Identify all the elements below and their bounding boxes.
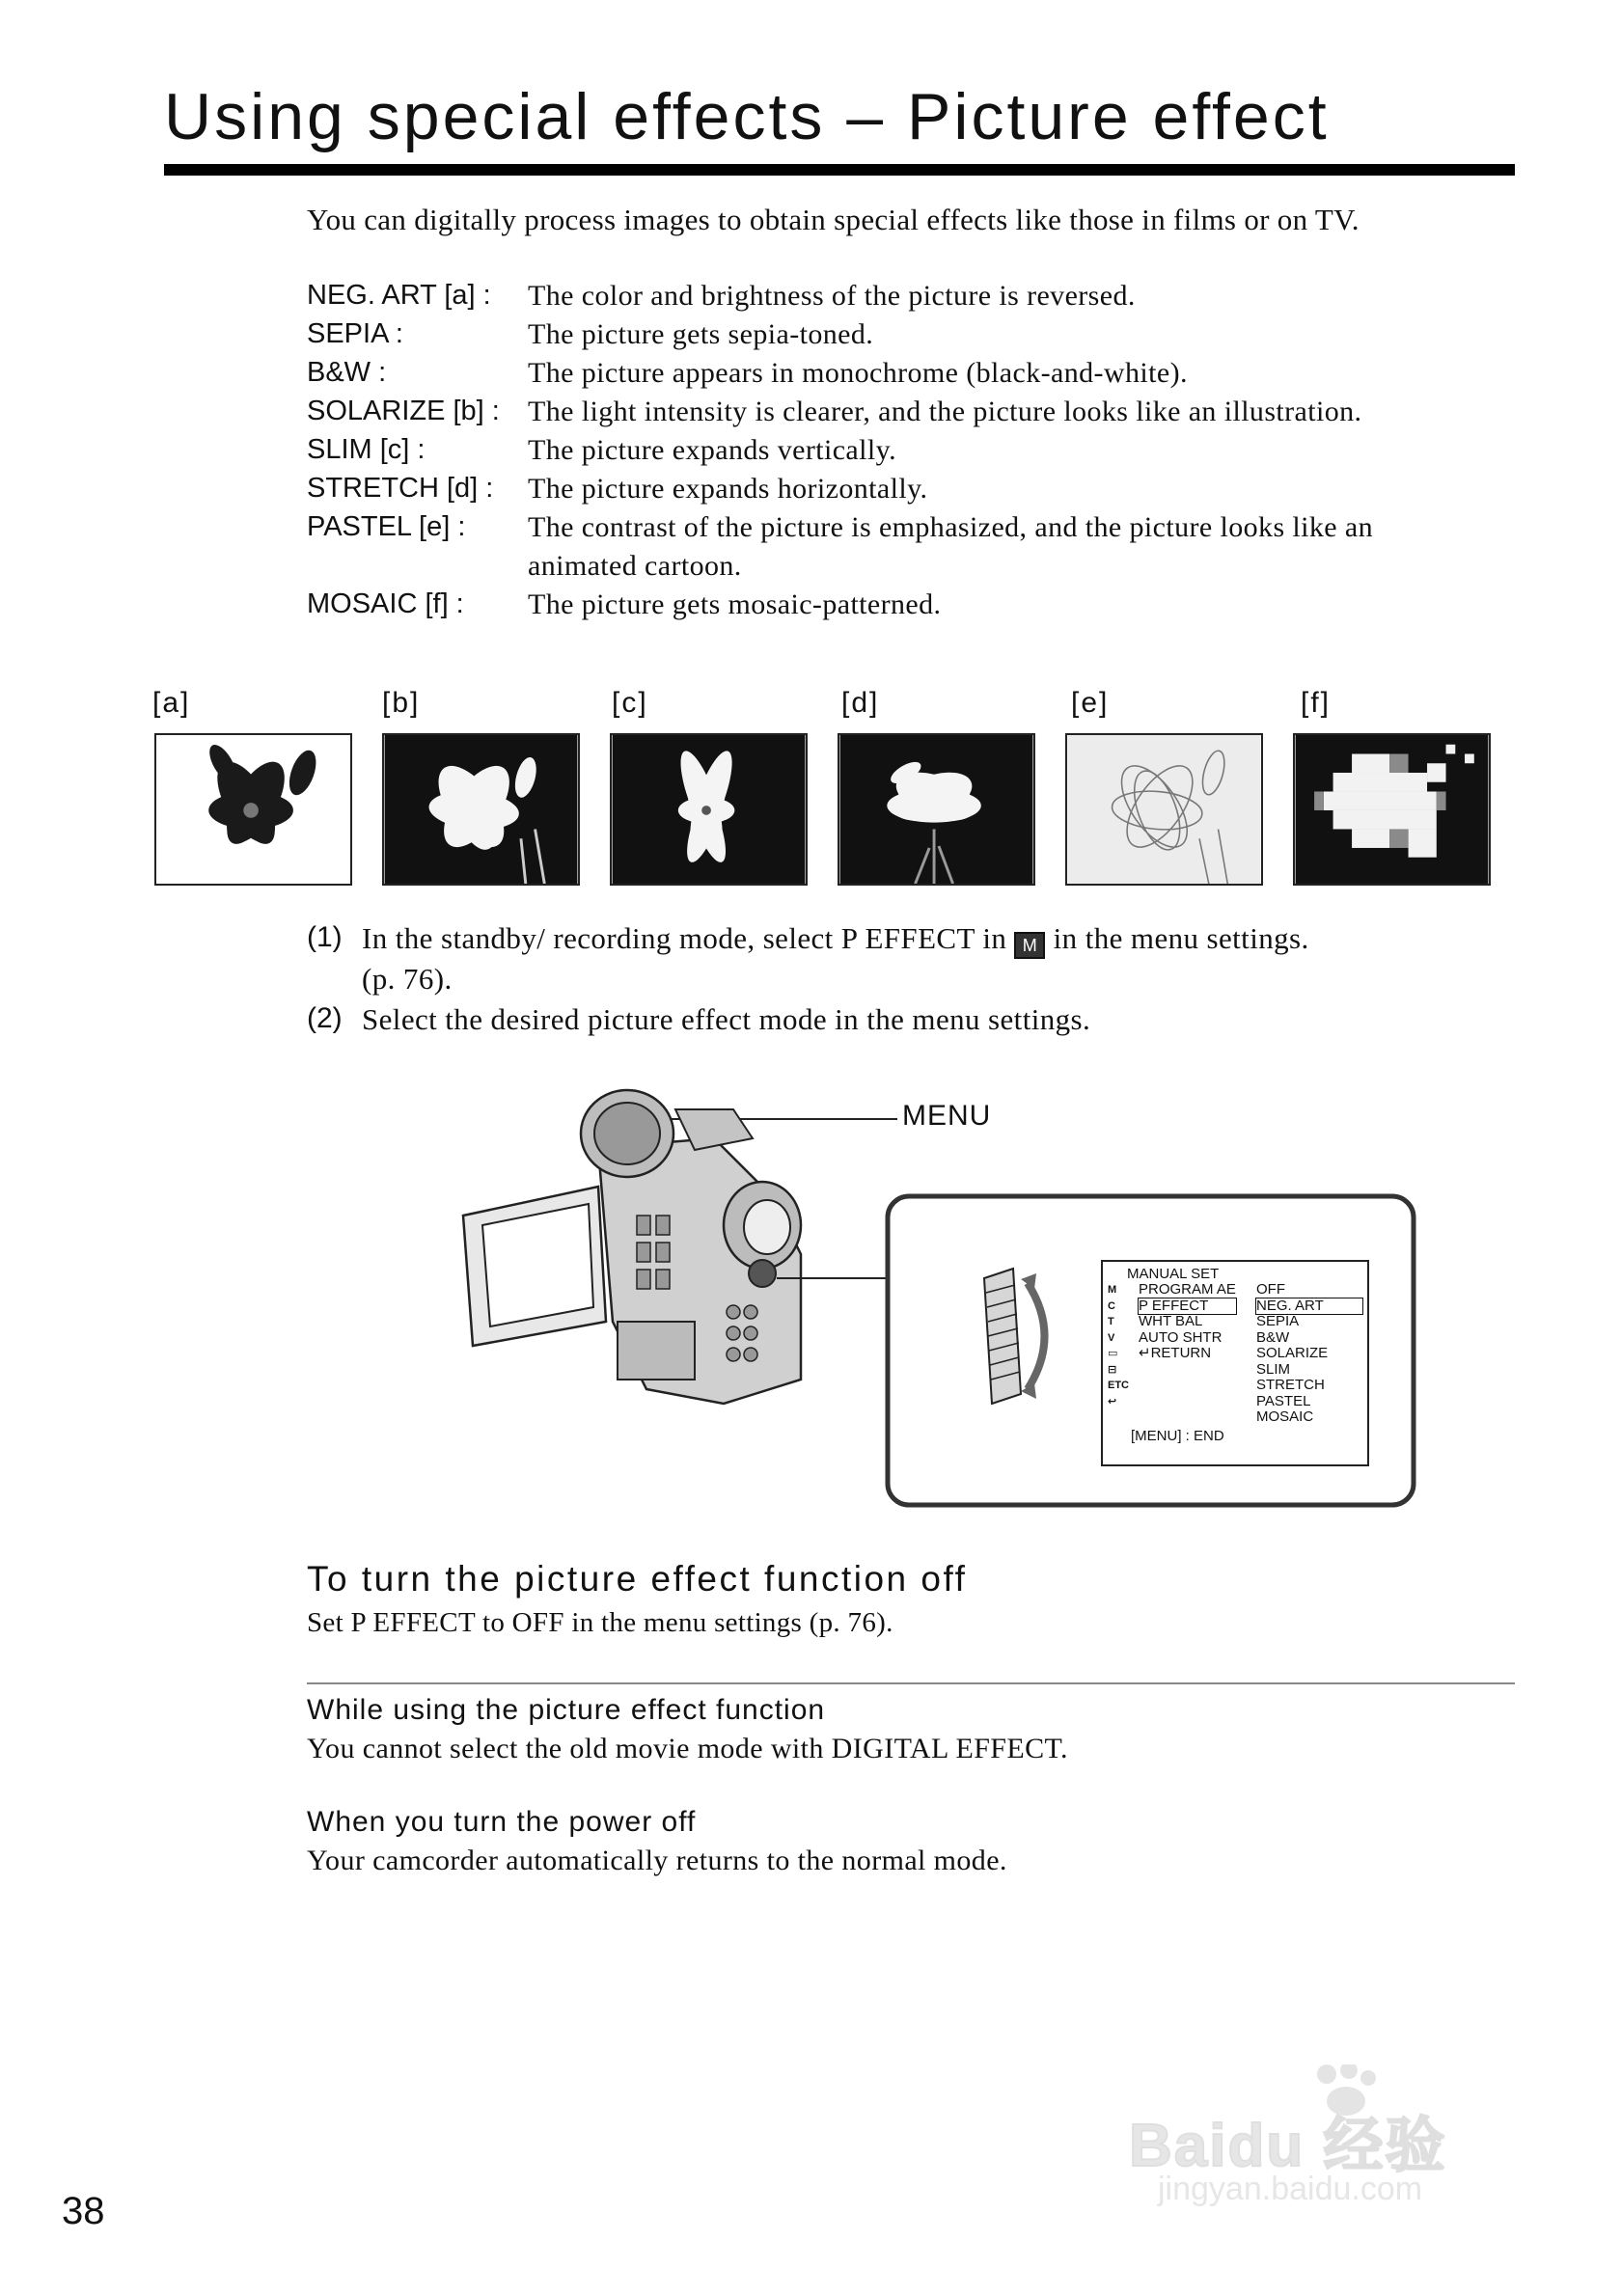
- etc-osd-icon: ETC: [1108, 1380, 1129, 1391]
- effect-desc: The picture expands vertically.: [528, 434, 896, 466]
- effect-desc: The picture gets sepia-toned.: [528, 318, 874, 350]
- osd-item: PROGRAM AE: [1139, 1281, 1236, 1298]
- turn-off-text: Set P EFFECT to OFF in the menu settings (p. 76).: [307, 1607, 893, 1638]
- intro-text: You can digitally process images to obtain special effects like those in films or on TV.: [307, 203, 1360, 236]
- effect-desc: The picture appears in monochrome (black-and-white).: [528, 357, 1188, 389]
- osd-option: B&W: [1256, 1328, 1290, 1346]
- step-text: Select the desired picture effect mode in the menu settings.: [362, 1002, 1091, 1036]
- osd-item-selected: P EFFECT: [1139, 1298, 1236, 1315]
- osd-header: MANUAL SET: [1127, 1266, 1220, 1282]
- thumb-label-f: [f]: [1301, 687, 1332, 719]
- osd-icon-column: [1108, 1282, 1129, 1409]
- neg-art-lily-icon: [154, 733, 352, 886]
- thumb-label-b: [b]: [382, 687, 421, 719]
- page-title: Using special effects – Picture effect: [164, 80, 1330, 153]
- osd-option: PASTEL: [1256, 1392, 1311, 1409]
- manual-set-osd-icon: M: [1108, 1284, 1117, 1296]
- effect-desc-continued: animated cartoon.: [528, 550, 742, 582]
- thumb-label-a: [a]: [152, 687, 191, 719]
- osd-options: [1256, 1282, 1362, 1426]
- thumb-label-e: [e]: [1071, 687, 1110, 719]
- step-text: [362, 921, 1309, 959]
- osd-item: ↵RETURN: [1139, 1345, 1212, 1361]
- osd-option: SOLARIZE: [1256, 1345, 1329, 1361]
- osd-footer: [MENU] : END: [1131, 1428, 1224, 1444]
- effect-term: B&W :: [307, 357, 387, 388]
- watermark-url: jingyan.baidu.com: [1158, 2171, 1423, 2207]
- thumb-label-d: [d]: [841, 687, 880, 719]
- effect-desc: The color and brightness of the picture is reversed.: [528, 280, 1136, 312]
- mosaic-lily-icon: [1293, 733, 1491, 886]
- pastel-lily-icon: [1065, 733, 1263, 886]
- section-divider: [307, 1682, 1515, 1684]
- osd-option: OFF: [1256, 1281, 1285, 1298]
- tape-set-osd-icon: T: [1108, 1316, 1114, 1327]
- manual-set-icon: M: [1014, 932, 1045, 959]
- step-number: (2): [307, 1002, 343, 1034]
- effect-term: NEG. ART [a] :: [307, 280, 491, 311]
- step-text-after: in the menu settings.: [1053, 921, 1309, 955]
- effect-term: STRETCH [d] :: [307, 473, 494, 504]
- turn-off-heading: To turn the picture effect function off: [307, 1559, 968, 1599]
- note-text: Your camcorder automatically returns to the normal mode.: [307, 1845, 1007, 1876]
- osd-option: MOSAIC: [1256, 1408, 1314, 1425]
- title-rule: [164, 164, 1515, 176]
- osd-option: STRETCH: [1256, 1377, 1325, 1393]
- effect-term: SOLARIZE [b] :: [307, 396, 500, 426]
- effect-term: MOSAIC [f] :: [307, 588, 464, 619]
- slim-lily-icon: [610, 733, 808, 886]
- menu-button-label: MENU: [902, 1100, 992, 1132]
- step-text-before: In the standby/ recording mode, select P EFFECT in: [362, 921, 1007, 955]
- effect-desc: The light intensity is clearer, and the picture looks like an illustration.: [528, 396, 1362, 427]
- osd-item: AUTO SHTR: [1139, 1328, 1223, 1346]
- effect-term: SLIM [c] :: [307, 434, 426, 465]
- step-number: (1): [307, 921, 343, 953]
- solarize-lily-icon: [382, 733, 580, 886]
- lcd-set-osd-icon: ▭: [1108, 1348, 1118, 1359]
- step-text-continued: (p. 76).: [362, 962, 453, 996]
- baidu-watermark: [1129, 2064, 1534, 2209]
- watermark-brand: Baidu 经验: [1129, 2113, 1447, 2179]
- effect-desc: The picture gets mosaic-patterned.: [528, 588, 942, 620]
- return-osd-icon: ↩: [1108, 1395, 1117, 1408]
- osd-option: SEPIA: [1256, 1313, 1300, 1329]
- vcr-set-osd-icon: V: [1108, 1331, 1115, 1344]
- stretch-lily-icon: [838, 733, 1035, 886]
- osd-menu-items: [1139, 1282, 1236, 1362]
- osd-item: WHT BAL: [1139, 1313, 1203, 1329]
- osd-option: SLIM: [1256, 1360, 1291, 1378]
- effect-desc: The contrast of the picture is emphasized, and the picture looks like an: [528, 511, 1374, 543]
- memory-set-osd-icon: ⊟: [1108, 1363, 1117, 1376]
- note-heading: When you turn the power off: [307, 1806, 697, 1838]
- effect-term: PASTEL [e] :: [307, 511, 466, 542]
- osd-option-selected: NEG. ART: [1256, 1298, 1362, 1315]
- note-heading: While using the picture effect function: [307, 1694, 826, 1726]
- thumb-label-c: [c]: [612, 687, 648, 719]
- page-number: 38: [62, 2190, 105, 2232]
- effect-desc: The picture expands horizontally.: [528, 473, 928, 505]
- effect-term: SEPIA :: [307, 318, 403, 349]
- note-text: You cannot select the old movie mode with DIGITAL EFFECT.: [307, 1733, 1068, 1764]
- camera-set-osd-icon: C: [1108, 1299, 1115, 1312]
